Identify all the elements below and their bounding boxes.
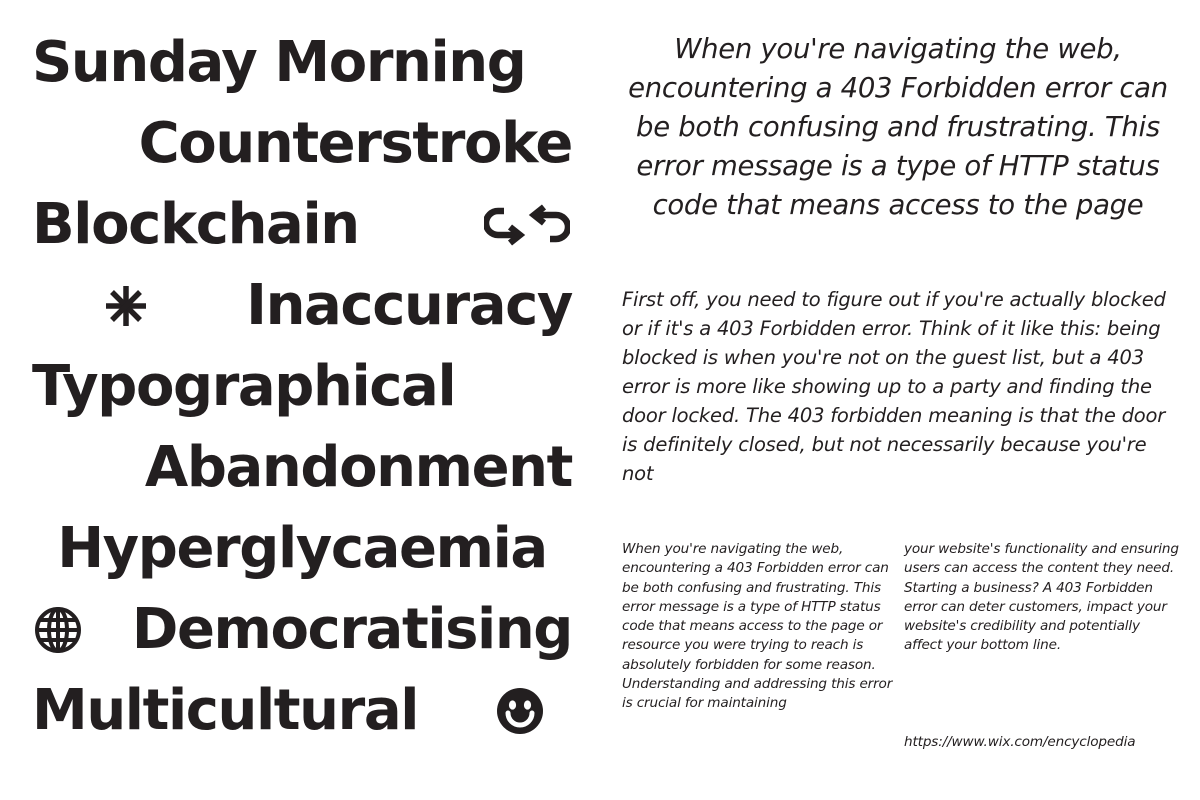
specimen-word-hyperglycaemia: Hyperglycaemia [57,515,547,581]
small-text-column-1-body: When you're navigating the web, encountering a 403 Forbidden error can be both confusing and frustrating. This error message is a type of HTTP status code that means access to the page or resource you were trying to reach is absolutely forbidden for some reason. Understanding and addressing this error is crucial for maintaining [622,541,893,712]
specimen-line-7 [32,508,572,589]
specimen-line-3 [32,184,572,265]
source-url: https://www.wix.com/encyclopedia [904,734,1136,750]
specimen-line-2 [32,103,572,184]
link-arrows-icon [484,201,570,249]
specimen-line-8 [32,589,572,670]
type-specimen [32,22,572,751]
specimen-word-multicultural: Multicultural [32,677,419,743]
specimen-line-1 [32,22,572,103]
specimen-word-abandonment: Abandonment [144,434,572,500]
medium-italic-paragraph: First off, you need to figure out if you're actually blocked or if it's a 403 Forbidden error. Think of it like this: being blocked is when you're not on the guest list, but a 403 error is more like showing up to a party and finding the door locked. The 403 forbidden meaning is that the door is definitely closed, but not necessarily because you're not [622,288,1166,485]
smiley-face-icon [496,687,544,735]
specimen-line-4 [32,265,572,346]
asterisk-icon [104,284,148,328]
specimen-word-inaccuracy: Inaccuracy [246,272,572,338]
specimen-word-democratising: Democratising [131,596,572,662]
specimen-line-9 [32,670,572,751]
specimen-word-blockchain: Blockchain [32,191,359,257]
specimen-word-counterstroke: Counterstroke [138,110,572,176]
specimen-line-6 [32,427,572,508]
specimen-word-sunday-morning: Sunday Morning [32,29,526,95]
specimen-word-typographical: Typographical [32,353,456,419]
globe-icon [34,606,82,654]
large-italic-paragraph: When you're navigating the web, encountering a 403 Forbidden error can be both confusing and frustrating. This error message is a type of HTTP status code that means access to the page [628,33,1168,221]
specimen-line-5 [32,346,572,427]
small-text-column-1 [622,540,898,714]
small-text-column-2: your website's functionality and ensuring users can access the content they need. Starting a business? A 403 Forbidden error can deter customers, impact your website's credibility and potentially affect your bottom line. [904,541,1179,654]
